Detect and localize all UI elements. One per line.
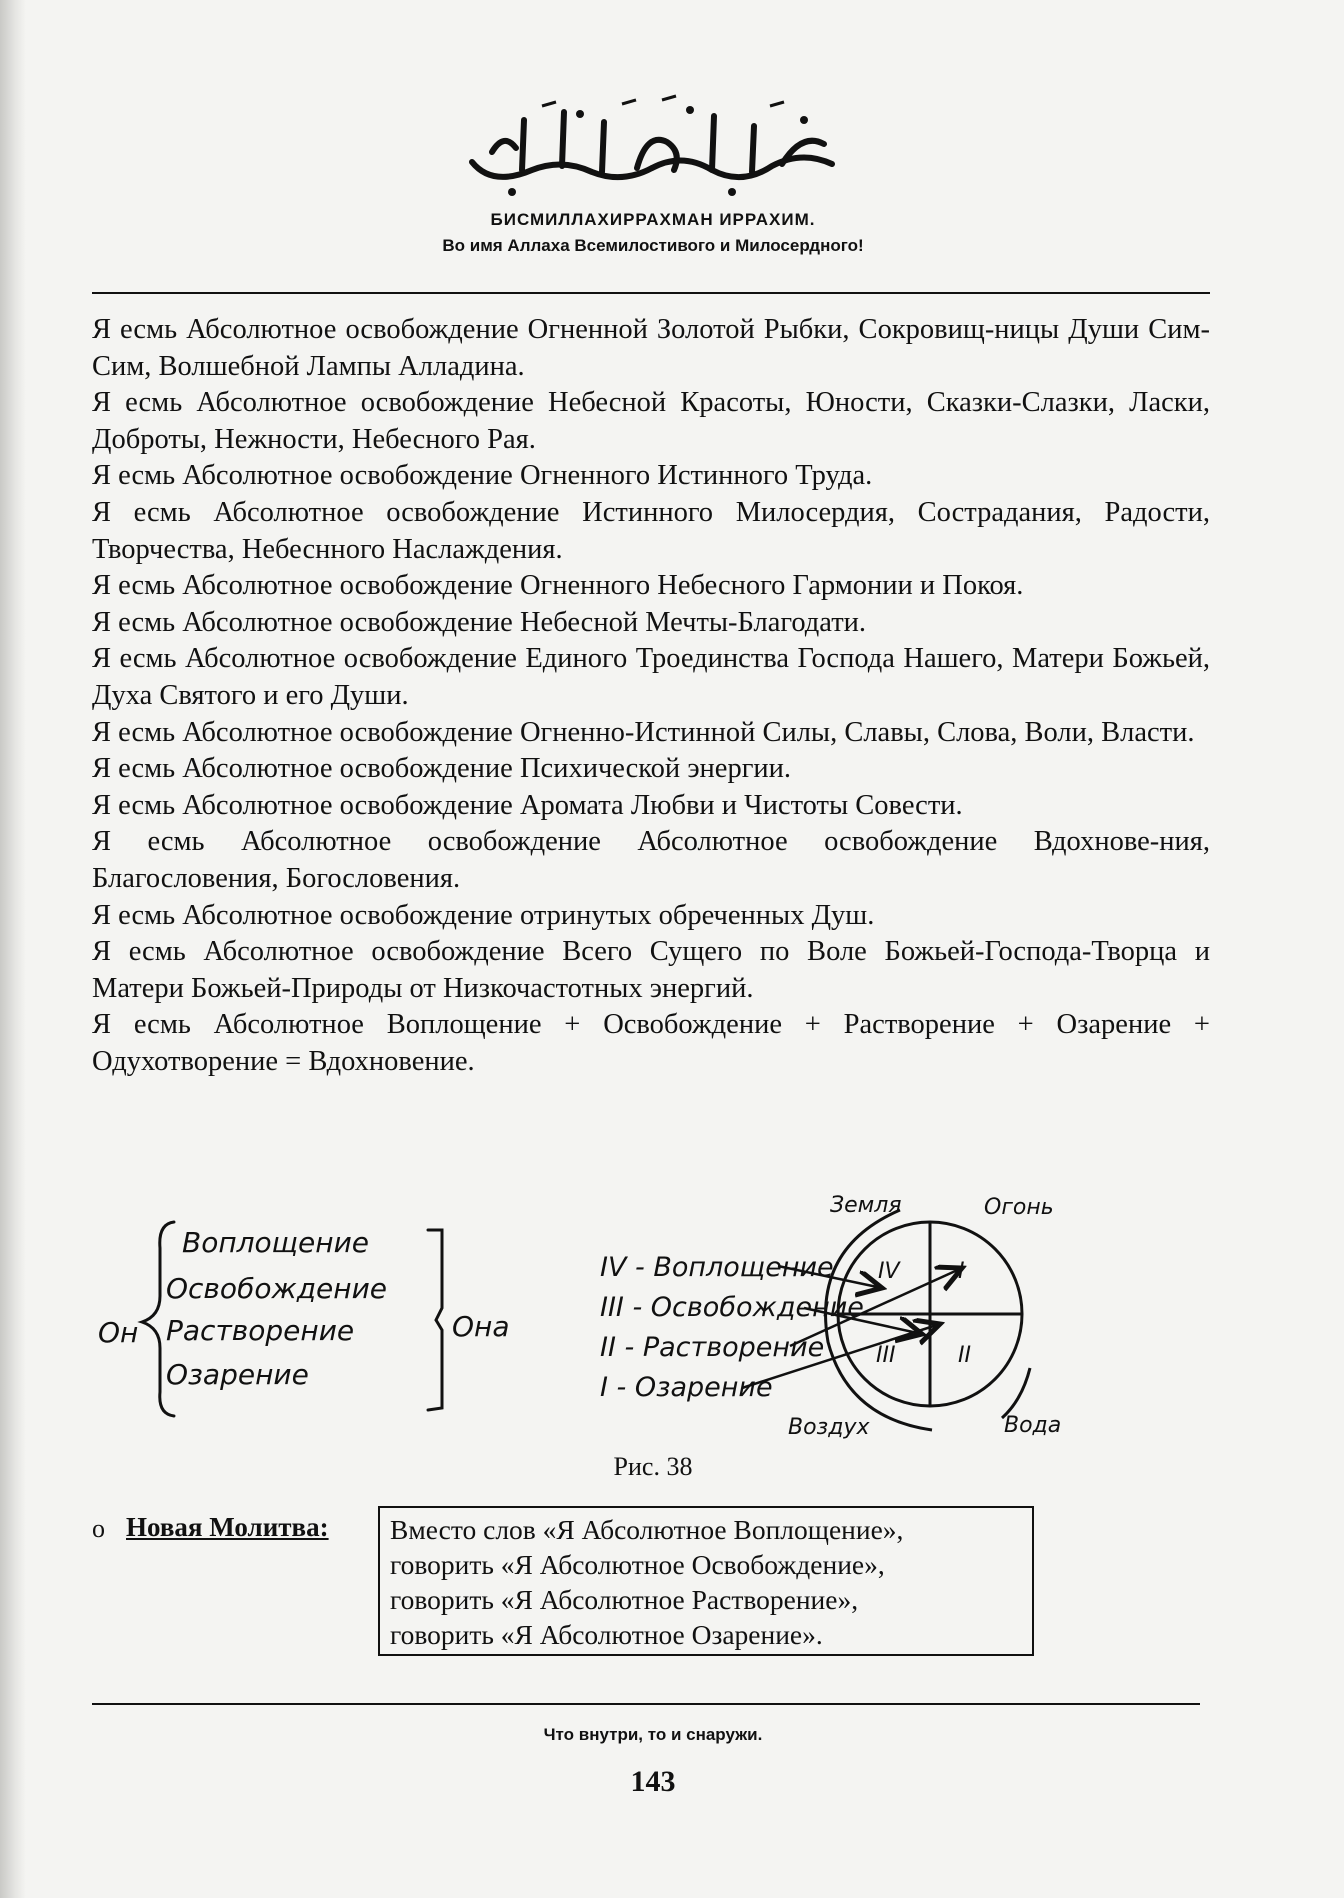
paragraph: Я есмь Абсолютное освобождение Огненно-Истинной Силы, Славы, Слова, Воли, Власти. <box>92 716 1195 748</box>
bracket-item: Озарение <box>166 1358 309 1391</box>
paragraph: Я есмь Абсолютное освобождение отринутых обреченных Душ. <box>92 899 875 931</box>
element-earth: Земля <box>830 1193 902 1218</box>
legend-item: II - Растворение <box>600 1332 825 1363</box>
paragraph: Я есмь Абсолютное освобождение Небесной Красоты, Юности, Сказки-Слазки, Ласки, Доброты, Нежности, Небесного Рая. <box>92 387 1210 455</box>
paragraph: Я есмь Абсолютное освобождение Психической энергии. <box>92 753 792 785</box>
book-page <box>92 0 1214 1898</box>
quadrant-label: I <box>958 1259 965 1284</box>
page-edge-shadow <box>0 0 26 1898</box>
bracket-item: Освобождение <box>166 1272 388 1305</box>
new-prayer-section <box>92 1506 1214 1666</box>
paragraph: Я есмь Абсолютное освобождение Всего Сущего по Воле Божьей-Господа-Творца и Матери Божьей-Природы от Низкочастотных энергий. <box>92 936 1210 1004</box>
figure-caption: Рис. 38 <box>613 1452 693 1481</box>
prayer-line: говорить «Я Абсолютное Озарение». <box>390 1619 823 1650</box>
bullet: o <box>92 1514 105 1543</box>
legend-item: III - Освобождение <box>600 1292 864 1323</box>
paragraph: Я есмь Абсолютное освобождение Огненного Небесного Гармонии и Покоя. <box>92 570 1024 602</box>
paragraph: Я есмь Абсолютное освобождение Единого Троединства Господа Нашего, Матери Божьей, Духа Святого и его Души. <box>92 643 1210 711</box>
paragraph: Я есмь Абсолютное освобождение Абсолютное освобождение Вдохнове-ния, Благословения, Богословения. <box>92 826 1210 894</box>
quadrant-label: III <box>876 1343 896 1368</box>
paragraph: Я есмь Абсолютное освобождение Истинного Милосердия, Сострадания, Радости, Творчества, Небеснного Наслаждения. <box>92 496 1210 565</box>
figure-38 <box>92 1178 1214 1448</box>
paragraph: Я есмь Абсолютное освобождение Огненного Истинного Труда. <box>92 460 873 492</box>
paragraph: Я есмь Абсолютное Воплощение + Освобождение + Растворение + Озарение + Одухотворение = Вдохновение. <box>92 1009 1210 1077</box>
header-transliteration: БИСМИЛЛАХИРРАХМАН ИРРАХИМ. <box>490 210 816 229</box>
right-bracket <box>428 1230 442 1410</box>
bracket-item: Воплощение <box>182 1226 370 1259</box>
basmala-calligraphy <box>452 92 852 202</box>
affirmations-text <box>92 312 1210 1080</box>
element-air: Воздух <box>788 1415 870 1440</box>
new-prayer-box <box>378 1506 1034 1656</box>
legend-item: I - Озарение <box>600 1372 773 1403</box>
prayer-line: говорить «Я Абсолютное Освобождение», <box>390 1549 885 1580</box>
header-translation: Во имя Аллаха Всемилостивого и Милосердного! <box>442 236 864 255</box>
legend-item: IV - Воплощение <box>600 1252 834 1283</box>
paragraph: Я есмь Абсолютное освобождение Аромата Любви и Чистоты Совести. <box>92 789 963 821</box>
water-arc <box>1002 1368 1030 1418</box>
quadrant-label: IV <box>878 1259 900 1284</box>
element-fire: Огонь <box>984 1195 1054 1220</box>
page-number: 143 <box>630 1765 676 1798</box>
new-prayer-label: Новая Молитва: <box>126 1512 329 1542</box>
prayer-line: говорить «Я Абсолютное Растворение», <box>390 1584 859 1615</box>
element-water: Вода <box>1004 1413 1062 1438</box>
paragraph: Я есмь Абсолютное освобождение Огненной Золотой Рыбки, Сокровищ-ницы Души Сим-Сим, Волшебной Лампы Алладина. <box>92 314 1210 382</box>
paragraph: Я есмь Абсолютное освобождение Небесной Мечты-Благодати. <box>92 606 867 638</box>
right-label-she: Она <box>452 1310 510 1343</box>
footer-motto: Что внутри, то и снаружи. <box>543 1725 763 1744</box>
footer-divider <box>92 1703 1200 1705</box>
left-label-he: Он <box>98 1316 139 1349</box>
quadrant-label: II <box>958 1343 971 1368</box>
bracket-item: Растворение <box>166 1314 355 1347</box>
prayer-line: Вместо слов «Я Абсолютное Воплощение», <box>390 1514 904 1545</box>
header-divider <box>92 292 1210 294</box>
